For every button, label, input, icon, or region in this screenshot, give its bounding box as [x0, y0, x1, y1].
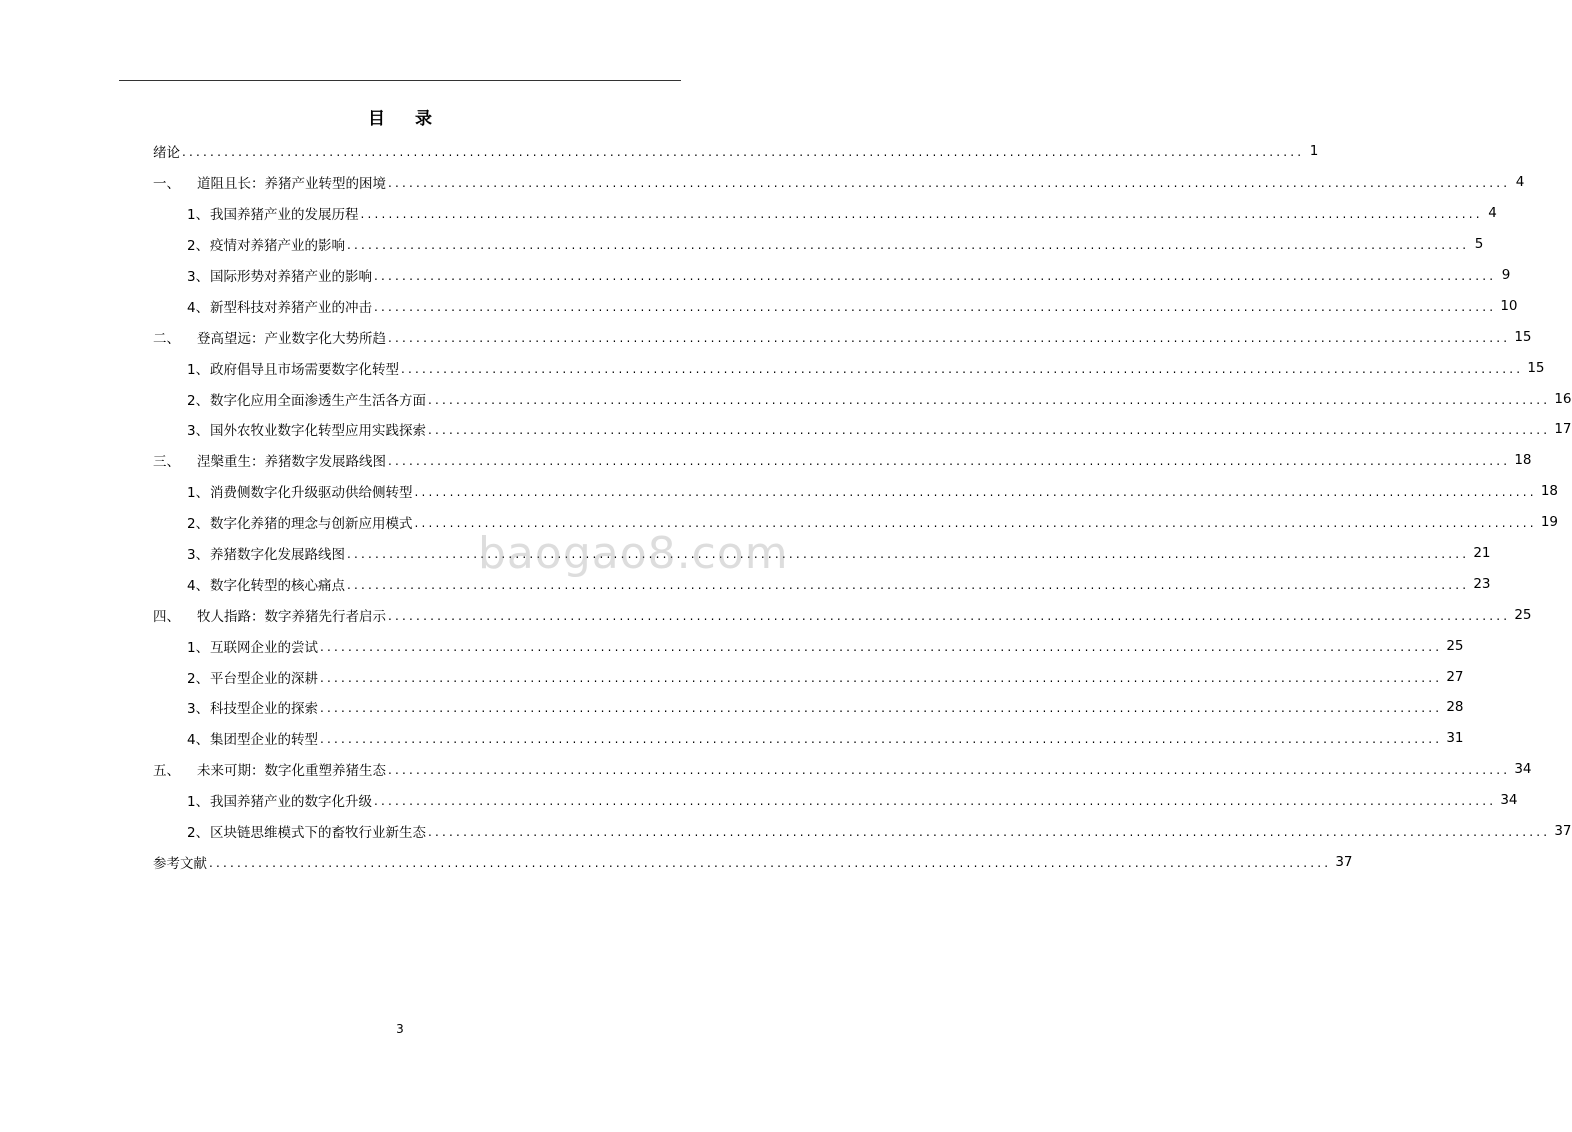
toc-entry-title: [153, 605, 386, 625]
toc-entry-page: 19: [1540, 514, 1558, 531]
toc-entry[interactable]: [153, 414, 1572, 445]
toc-entry-label: 涅槃重生：养猪数字发展路线图: [197, 454, 386, 471]
dot-leader: ................................................................................................................................................................: [388, 454, 1511, 469]
toc-entry-label: 登高望远：产业数字化大势所趋: [197, 330, 386, 347]
toc-entry-label: 消费侧数字化升级驱动供给侧转型: [210, 485, 413, 502]
toc-entry-page: 25: [1514, 606, 1532, 623]
toc-entry-number: 2、: [187, 516, 210, 533]
toc-entry-title: [153, 790, 372, 810]
toc-entry-title: [153, 419, 426, 439]
watermark: baogao8.com: [478, 528, 789, 579]
toc-entry-label: 养猪数字化发展路线图: [210, 547, 345, 564]
toc-entry-label: 互联网企业的尝试: [210, 639, 318, 656]
dot-leader: ................................................................................................................................................................: [414, 485, 1537, 500]
toc-entry-page: 9: [1501, 267, 1511, 283]
toc-entry-page: 15: [1514, 328, 1532, 345]
dot-leader: ................................................................................................................................................................: [320, 639, 1443, 654]
dot-leader: ................................................................................................................................................................: [388, 608, 1511, 623]
toc-entry-label: 平台型企业的深耕: [210, 670, 318, 687]
toc-entry-title: [153, 821, 426, 841]
toc-entry-title: [153, 234, 345, 254]
toc-entry[interactable]: [153, 816, 1572, 847]
toc-entry-title: [153, 852, 207, 872]
page-number: 3: [396, 1022, 404, 1036]
dot-leader: ................................................................................................................................................................: [388, 330, 1511, 345]
toc-entry-number: 2、: [187, 670, 210, 687]
toc-entry-page: 4: [1515, 174, 1525, 191]
toc-entry-title: [153, 759, 386, 779]
dot-leader: ................................................................................................................................................................: [374, 269, 1497, 283]
toc-entry-label: 政府倡导且市场需要数字化转型: [210, 361, 399, 378]
toc-entry-label: 绪论: [153, 145, 180, 162]
toc-entry-page: 21: [1473, 545, 1491, 562]
toc-entry-number: 四、: [153, 608, 180, 625]
toc-entry-title: [153, 389, 426, 409]
toc-entry-page: 18: [1514, 452, 1532, 469]
toc-entry-label: 新型科技对养猪产业的冲击: [210, 299, 372, 316]
toc-entry[interactable]: [153, 599, 1532, 630]
toc-entry-page: 15: [1527, 359, 1545, 376]
toc-entry-label: 区块链思维模式下的畜牧行业新生态: [210, 825, 426, 842]
dot-leader: ................................................................................................................................................................: [347, 547, 1470, 562]
toc-entry-number: 2、: [187, 238, 210, 255]
toc-entry-title: [153, 481, 413, 501]
toc-entry[interactable]: [153, 445, 1532, 476]
dot-leader: ................................................................................................................................................................: [374, 299, 1497, 314]
toc-entry-title: [153, 697, 318, 717]
toc-entry-number: 3、: [187, 547, 210, 564]
dot-leader: ................................................................................................................................................................: [347, 577, 1470, 592]
toc-entry-number: 五、: [153, 763, 180, 780]
toc-entry-page: 25: [1446, 637, 1464, 654]
toc-entry-title: [153, 636, 318, 656]
dot-leader: ................................................................................................................................................................: [388, 176, 1511, 191]
dot-leader: ................................................................................................................................................................: [182, 145, 1305, 160]
toc-entry-label: 集团型企业的转型: [210, 732, 318, 749]
dot-leader: ................................................................................................................................................................: [374, 794, 1497, 809]
toc-entry-number: 一、: [153, 176, 180, 193]
toc-entry-page: 37: [1335, 853, 1353, 870]
toc-entry-number: 4、: [187, 732, 210, 749]
toc-entry[interactable]: [153, 476, 1558, 507]
toc-title: 目 录: [368, 109, 444, 129]
dot-leader: ................................................................................................................................................................: [414, 516, 1537, 531]
toc-entry-label: 我国养猪产业的发展历程: [210, 207, 359, 224]
table-of-contents: [153, 136, 1572, 877]
toc-entry[interactable]: [153, 167, 1525, 198]
dot-leader: ................................................................................................................................................................: [428, 423, 1551, 438]
toc-entry-page: 10: [1500, 297, 1518, 314]
toc-entry-title: [153, 667, 318, 687]
toc-entry-page: 34: [1514, 761, 1532, 778]
toc-entry-number: 3、: [187, 269, 210, 285]
toc-entry-page: 23: [1473, 575, 1491, 592]
dot-leader: ................................................................................................................................................................: [388, 763, 1511, 778]
toc-entry-page: 27: [1446, 668, 1464, 685]
toc-entry-page: 18: [1540, 483, 1558, 500]
toc-entry[interactable]: [153, 754, 1532, 785]
toc-entry-number: 二、: [153, 330, 180, 347]
toc-entry-title: [153, 728, 318, 748]
toc-entry-label: 国外农牧业数字化转型应用实践探索: [210, 423, 426, 440]
toc-entry-number: 4、: [187, 577, 210, 594]
toc-entry-number: 1、: [187, 794, 210, 811]
toc-entry[interactable]: [153, 630, 1464, 661]
dot-leader: ................................................................................................................................................................: [209, 855, 1332, 870]
toc-entry-page: 37: [1554, 823, 1572, 840]
dot-leader: ................................................................................................................................................................: [401, 361, 1524, 376]
toc-entry-label: 数字化转型的核心痛点: [210, 577, 345, 594]
toc-entry[interactable]: [153, 692, 1464, 723]
toc-entry-number: 3、: [187, 423, 210, 440]
toc-entry-page: 31: [1446, 730, 1464, 747]
toc-entry[interactable]: [153, 290, 1518, 321]
toc-entry[interactable]: [153, 383, 1572, 414]
toc-entry-number: 4、: [187, 299, 210, 316]
toc-entry-title: [153, 450, 386, 470]
toc-entry-label: 参考文献: [153, 855, 207, 872]
toc-entry-label: 科技型企业的探索: [210, 701, 318, 718]
toc-entry-label: 疫情对养猪产业的影响: [210, 238, 345, 255]
toc-entry-label: 牧人指路：数字养猪先行者启示: [197, 608, 386, 625]
dot-leader: ................................................................................................................................................................: [428, 825, 1551, 840]
dot-leader: ................................................................................................................................................................: [320, 732, 1443, 747]
toc-entry-label: 数字化应用全面渗透生产生活各方面: [210, 392, 426, 409]
toc-entry-title: [153, 574, 345, 594]
toc-entry[interactable]: [153, 568, 1491, 599]
toc-entry-page: 1: [1309, 143, 1319, 160]
toc-entry-number: 2、: [187, 825, 210, 842]
toc-entry-title: [153, 203, 359, 223]
toc-entry-number: 1、: [187, 485, 210, 502]
toc-entry-number: 1、: [187, 639, 210, 656]
toc-entry-label: 道阻且长：养猪产业转型的困境: [197, 176, 386, 193]
toc-entry-title: [153, 327, 386, 347]
toc-entry-page: 34: [1500, 792, 1518, 809]
toc-entry-label: 国际形势对养猪产业的影响: [210, 269, 372, 285]
toc-entry[interactable]: [153, 198, 1497, 229]
toc-entry-title: [153, 265, 372, 285]
toc-entry[interactable]: [153, 846, 1353, 877]
toc-entry-number: 1、: [187, 207, 210, 224]
toc-entry-page: 5: [1474, 236, 1484, 253]
toc-entry-page: 4: [1488, 205, 1497, 222]
toc-entry-label: 未来可期：数字化重塑养猪生态: [197, 763, 386, 780]
toc-entry-title: [153, 296, 372, 316]
toc-entry[interactable]: [153, 723, 1464, 754]
toc-entry-title: [153, 358, 399, 378]
toc-entry-number: 1、: [187, 361, 210, 378]
toc-entry[interactable]: [153, 352, 1545, 383]
toc-entry[interactable]: [153, 785, 1518, 816]
toc-entry-number: 3、: [187, 701, 210, 718]
toc-entry-number: 三、: [153, 454, 180, 471]
toc-entry-title: [153, 543, 345, 563]
dot-leader: ................................................................................................................................................................: [360, 207, 1483, 222]
toc-entry-number: 2、: [187, 392, 210, 409]
toc-entry-page: 16: [1554, 390, 1572, 407]
toc-entry[interactable]: [153, 321, 1532, 352]
toc-entry[interactable]: [153, 507, 1558, 538]
toc-entry-label: 我国养猪产业的数字化升级: [210, 794, 372, 811]
toc-entry-title: [153, 172, 386, 192]
toc-entry-page: 28: [1446, 699, 1464, 716]
header-rule: [119, 80, 681, 81]
dot-leader: ................................................................................................................................................................: [320, 701, 1443, 716]
toc-entry[interactable]: [153, 661, 1464, 692]
toc-entry-page: 17: [1554, 421, 1572, 438]
toc-entry[interactable]: [153, 260, 1511, 291]
toc-entry-title: [153, 512, 413, 532]
dot-leader: ................................................................................................................................................................: [320, 670, 1443, 685]
toc-entry[interactable]: [153, 229, 1484, 260]
dot-leader: ................................................................................................................................................................: [428, 392, 1551, 407]
dot-leader: ................................................................................................................................................................: [347, 238, 1470, 253]
toc-entry-label: 数字化养猪的理念与创新应用模式: [210, 516, 413, 533]
toc-entry-title: [153, 141, 180, 161]
toc-entry[interactable]: [153, 136, 1319, 167]
